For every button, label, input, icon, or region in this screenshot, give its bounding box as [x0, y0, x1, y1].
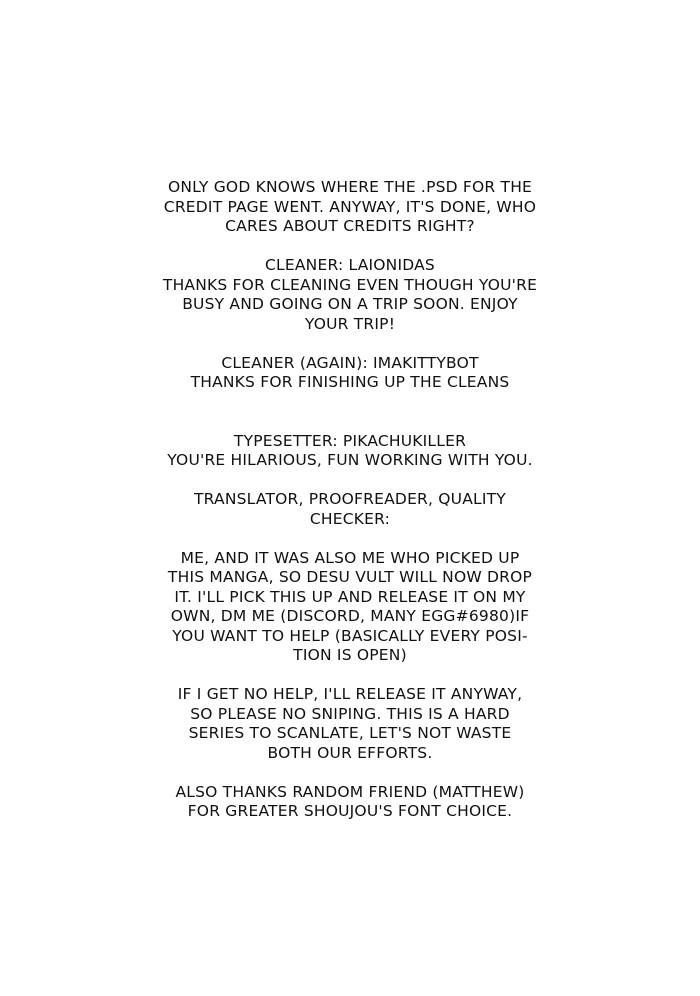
cleaner-credit-title: CLEANER: LAIONIDAS	[265, 256, 435, 274]
credits-text-block	[100, 178, 600, 822]
translator-credit-note: ME, AND IT WAS ALSO ME WHO PICKED UP THIS MANGA, SO DESU VULT WILL NOW DROP IT. I'LL PICK THIS UP AND RELEASE IT ON MY OWN, DM ME (DISCORD, MANY EGG#6980)IF YOU WANT TO HELP (BASICALLY EVERY POSI- TION IS OPEN)	[167, 548, 533, 664]
cleaner-credit-note: THANKS FOR CLEANING EVEN THOUGH YOU'RE BUSY AND GOING ON A TRIP SOON. ENJOY YOUR TRIP!	[162, 275, 538, 333]
typesetter-credit-title: TYPESETTER: PIKACHUKILLER	[233, 431, 467, 450]
cleaner-again-credit-note: THANKS FOR FINISHING UP THE CLEANS	[190, 373, 510, 391]
translator-credit-title: TRANSLATOR, PROOFREADER, QUALITY CHECKER:	[194, 490, 506, 528]
section-spacer	[100, 393, 600, 432]
sniping-note: IF I GET NO HELP, I'LL RELEASE IT ANYWAY, SO PLEASE NO SNIPING. THIS IS A HARD SERIES TO SCANLATE, LET'S NOT WASTE BOTH OUR EFFORTS.	[177, 685, 523, 762]
cleaner-again-credit-title: CLEANER (AGAIN): IMAKITTYBOT	[221, 353, 479, 372]
friend-thanks-note: ALSO THANKS RANDOM FRIEND (MATTHEW) FOR GREATER SHOUJOU'S FONT CHOICE.	[175, 782, 525, 820]
typesetter-credit-note: YOU'RE HILARIOUS, FUN WORKING WITH YOU.	[167, 451, 533, 469]
credits-intro: ONLY GOD KNOWS WHERE THE .PSD FOR THE CREDIT PAGE WENT. ANYWAY, IT'S DONE, WHO CARES ABOUT CREDITS RIGHT?	[163, 178, 537, 235]
